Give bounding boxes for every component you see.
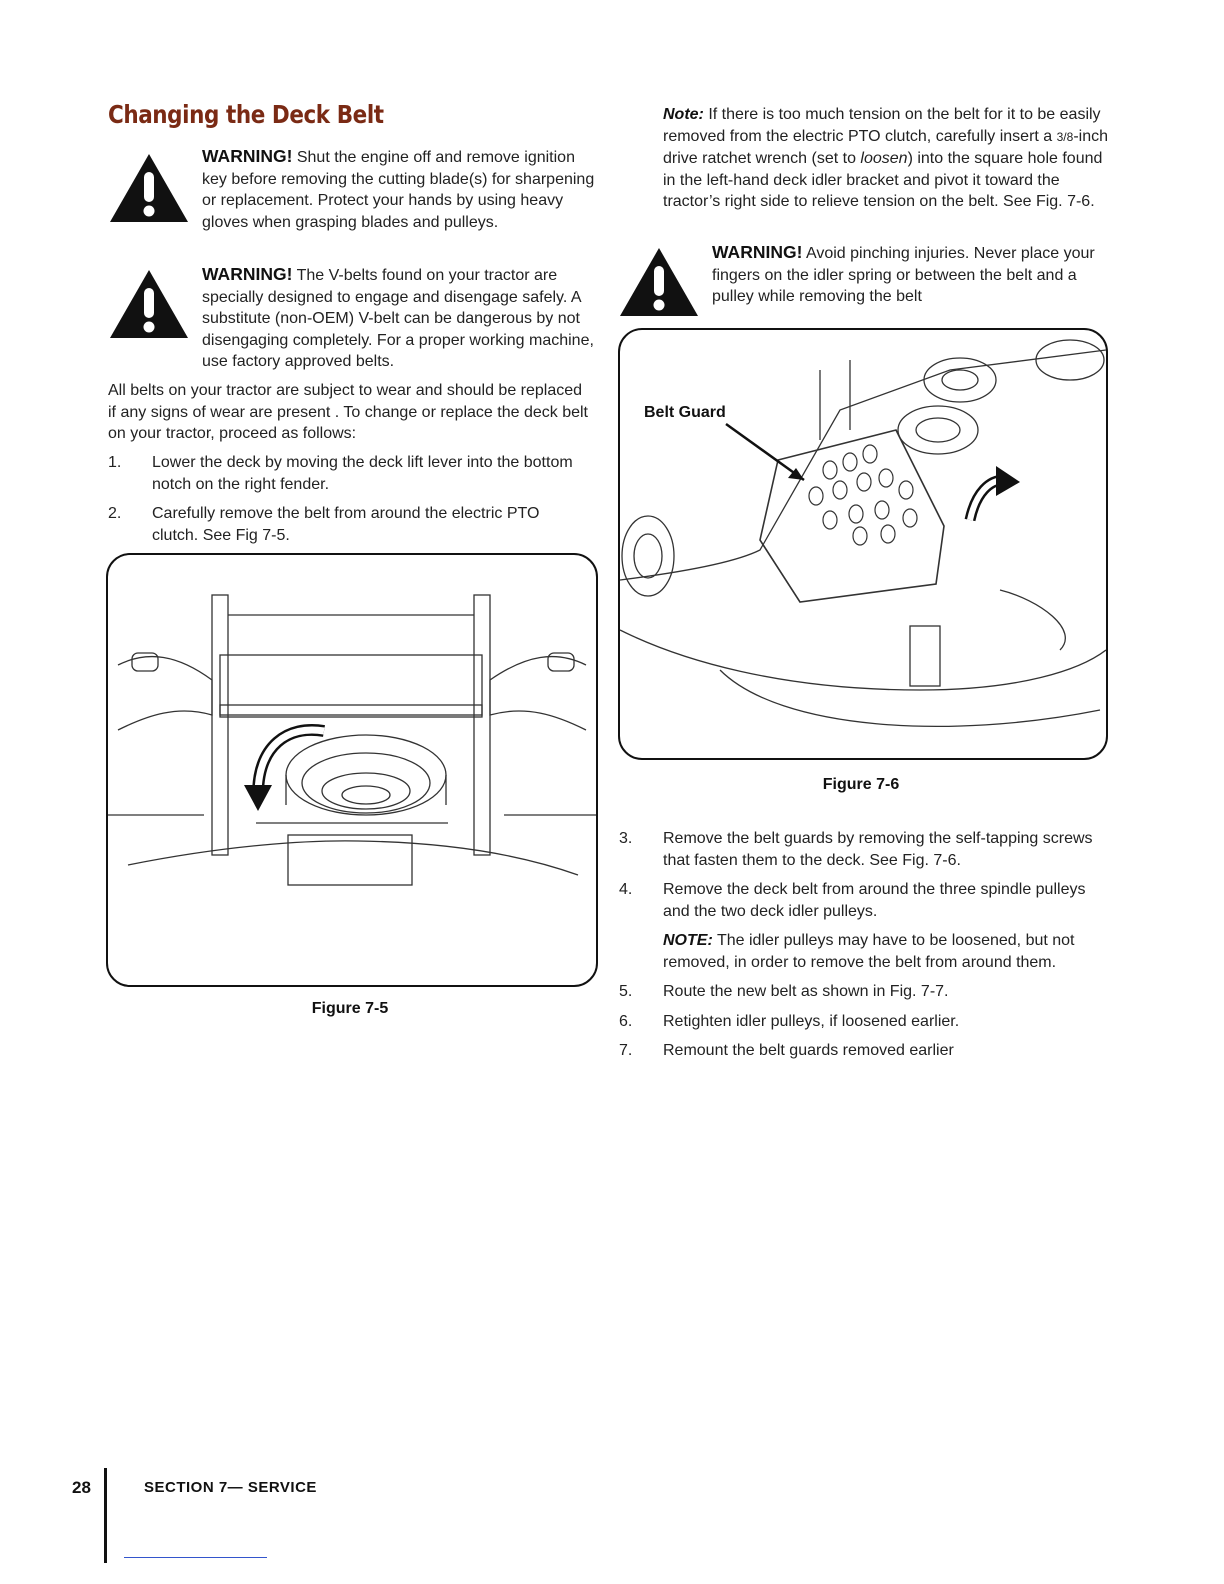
figure-7-5-caption: Figure 7-5 <box>311 1000 389 1017</box>
warning-text-1: WARNING! Shut the engine off and remove ignition key before removing the cutting blade(s) for sharpening or replacement. Protect your hands by using heavy gloves when grasping blades and pulleys. <box>202 146 595 231</box>
page-number: 28 <box>72 1478 91 1497</box>
footer-section-label: SECTION 7— SERVICE <box>144 1479 317 1496</box>
list-item: 6. Retighten idler pulleys, if loosened earlier. <box>619 1012 960 1030</box>
figure-7-6 <box>618 328 1108 760</box>
curved-arrow-icon <box>970 466 1020 520</box>
steps-left-list <box>108 452 578 554</box>
list-item: 2. Carefully remove the belt from around the electric PTO clutch. See Fig 7-5. <box>108 505 540 544</box>
figure-7-5 <box>106 553 598 987</box>
steps-right-list <box>619 828 1099 1070</box>
list-item: 7. Remount the belt guards removed earlier <box>619 1042 954 1059</box>
intro-paragraph: All belts on your tractor are subject to wear and should be replaced if any signs of wear are present . To change or replace the deck belt on your tractor, proceed as follows: <box>108 382 588 442</box>
note-paragraph: Note: If there is too much tension on the belt for it to be easily removed from the electric PTO clutch, carefully insert a 3/8-inch drive ratchet wrench (set to loosen) into the square hole found in the left-hand deck idler bracket and pivot it toward the tractor’s right side to relieve tension on the belt. See Fig. 7-6. <box>663 106 1108 210</box>
footer-divider <box>104 1468 107 1563</box>
bottom-rule <box>124 1557 267 1558</box>
list-item: 5. Route the new belt as shown in Fig. 7-7. <box>619 983 949 1000</box>
section-title: Changing the Deck Belt <box>108 100 384 129</box>
list-item: 4. Remove the deck belt from around the three spindle pulleys and the two deck idler pulleys. <box>619 881 1086 920</box>
inner-note: NOTE: The idler pulleys may have to be loosened, but not removed, in order to remove the belt from around them. <box>663 932 1075 971</box>
warning-triangle-icon <box>108 268 190 340</box>
belt-guard-label: Belt Guard <box>644 404 726 421</box>
list-item: 3. Remove the belt guards by removing the self-tapping screws that fasten them to the deck. See Fig. 7-6. <box>619 830 1093 869</box>
figure-7-6-caption: Figure 7-6 <box>822 776 900 793</box>
warning-triangle-icon <box>108 152 190 224</box>
belt-guard-illustration <box>620 330 1106 758</box>
warning-triangle-icon <box>618 246 700 318</box>
warning-text-2: WARNING! The V-belts found on your tractor are specially designed to engage and disengage safely. A substitute (non-OEM) V-belt can be dangerous by not disengaging completely. For a proper working machine, use factory approved belts. <box>202 264 594 370</box>
list-item: 1. Lower the deck by moving the deck lift lever into the bottom notch on the right fender. <box>108 454 573 493</box>
pto-clutch-illustration <box>108 555 596 985</box>
warning-text-3: WARNING! Avoid pinching injuries. Never place your fingers on the idler spring or between the belt and a pulley while removing the belt <box>712 242 1095 305</box>
